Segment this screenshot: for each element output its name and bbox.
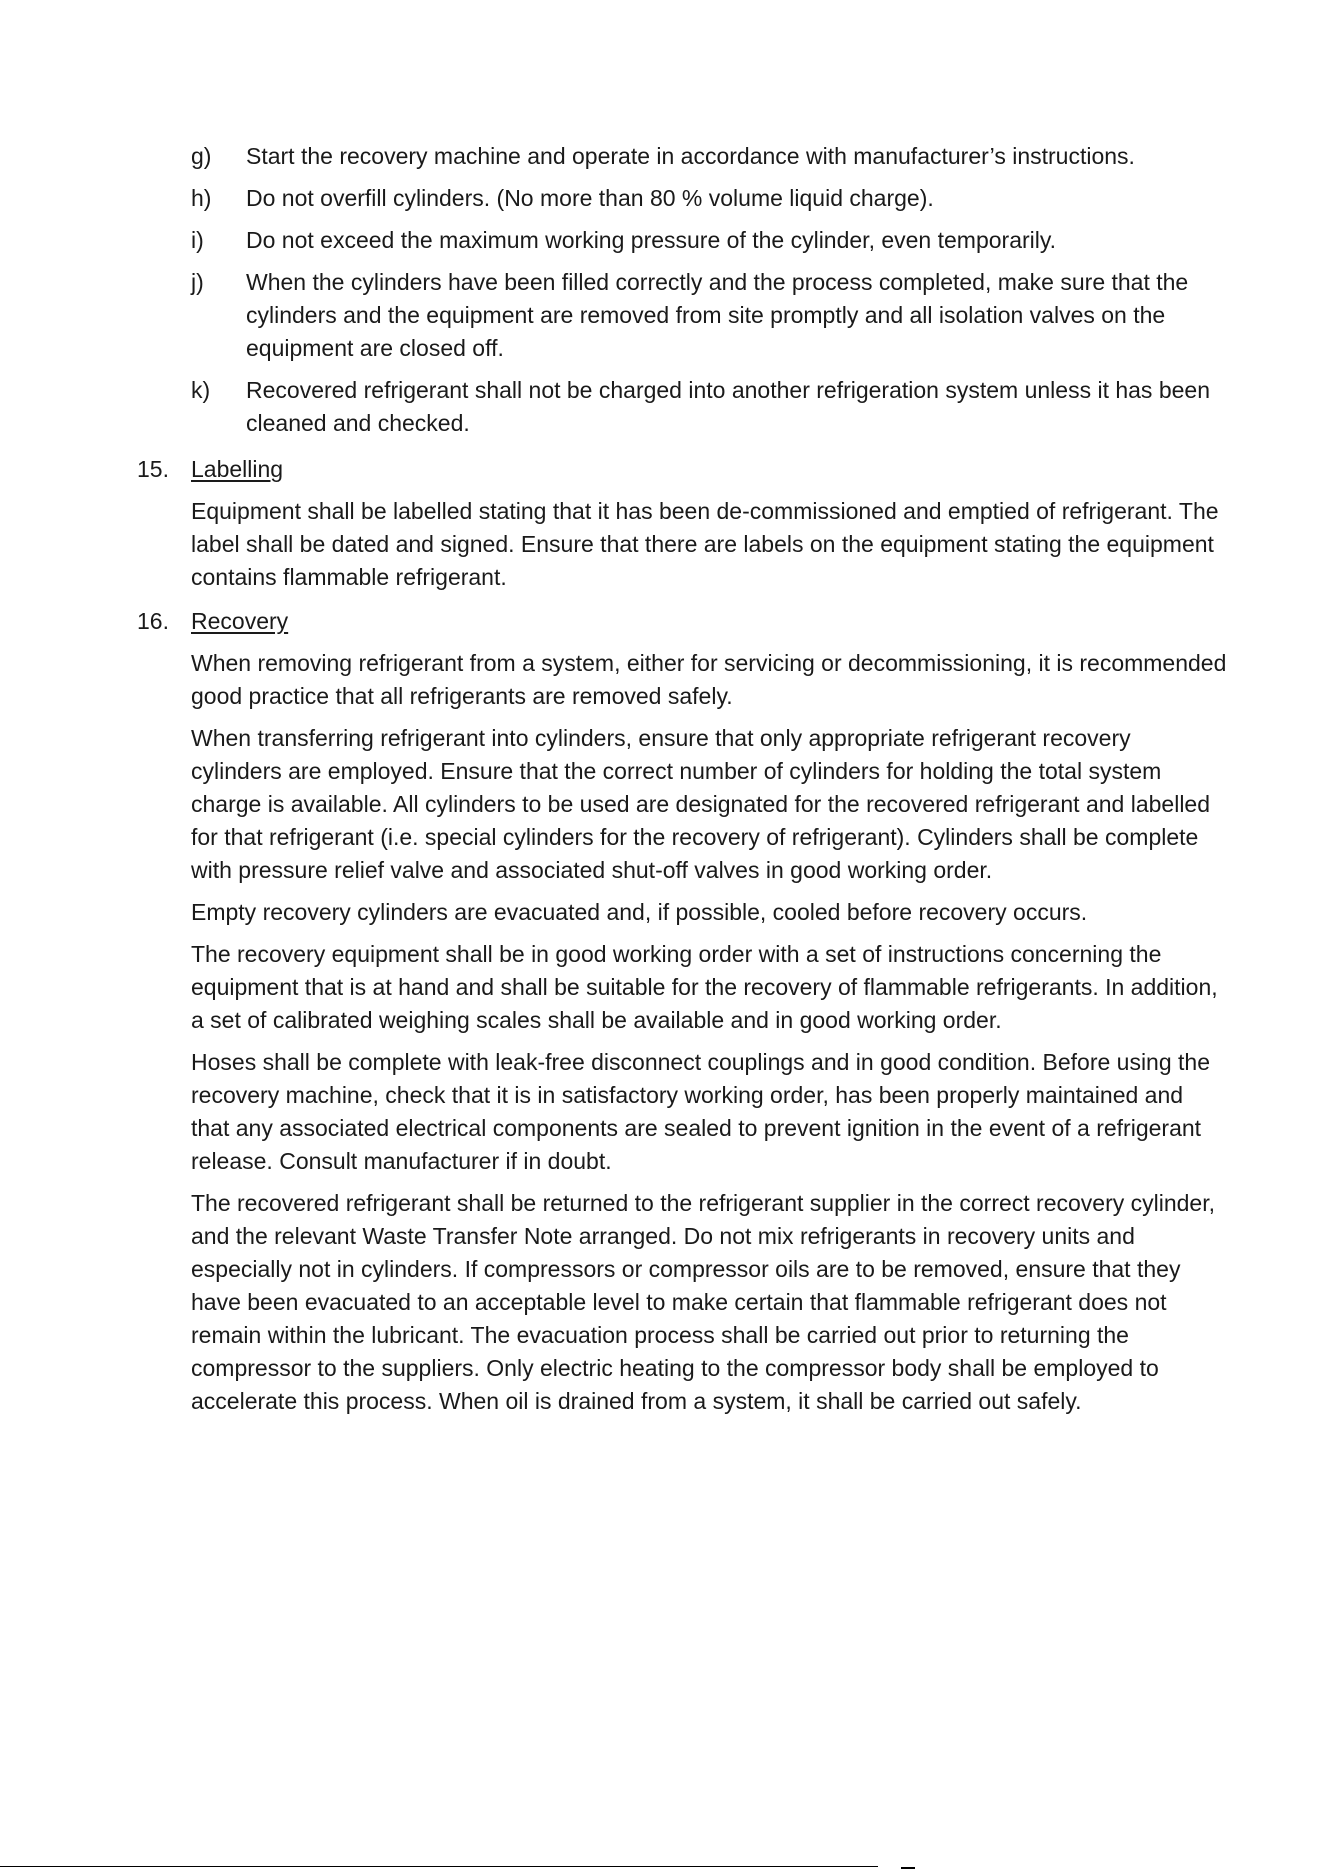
paragraph: When removing refrigerant from a system, either for servicing or decommissioning, it is recommended good practice that all refrigerants are removed safely. [191, 650, 1227, 709]
section-heading [137, 605, 1227, 638]
section-title: Labelling [191, 456, 284, 482]
list-item-label: k) [191, 377, 211, 403]
footer-divider [0, 1866, 878, 1867]
list-item-label: g) [191, 143, 212, 169]
list-item-text: When the cylinders have been filled correctly and the process completed, make sure that the cylinders and the equipment are removed from site promptly and all isolation valves on the equipment are closed off. [246, 269, 1189, 361]
paragraph: Equipment shall be labelled stating that it has been de-commissioned and emptied of refrigerant. The label shall be dated and signed. Ensure that there are labels on the equipment stating the equipment contains flammable refrigerant. [191, 498, 1219, 590]
section-heading [137, 453, 1227, 486]
section-recovery [137, 605, 1227, 1427]
paragraph: The recovery equipment shall be in good working order with a set of instructions concerning the equipment that is at hand and shall be suitable for the recovery of flammable refrigerants. In addition, a set of calibrated weighing scales shall be available and in good working order. [191, 941, 1218, 1033]
list-item-j [191, 266, 1211, 365]
list-item-label: h) [191, 185, 212, 211]
list-item-k [191, 374, 1211, 440]
list-item-label: i) [191, 227, 204, 253]
section-number: 15. [137, 456, 169, 482]
paragraph: The recovered refrigerant shall be returned to the refrigerant supplier in the correct recovery cylinder, and the relevant Waste Transfer Note arranged. Do not mix refrigerants in recovery units and especially not in cylinders. If compressors or compressor oils are to be removed, ensure that they have been evacuated to an acceptable level to make certain that flammable refrigerant does not remain within the lubricant. The evacuation process shall be carried out prior to returning the compressor to the suppliers. Only electric heating to the compressor body shall be employed to accelerate this process. When oil is drained from a system, it shall be carried out safely. [191, 1190, 1216, 1414]
paragraph: When transferring refrigerant into cylinders, ensure that only appropriate refrigerant recovery cylinders are employed. Ensure that the correct number of cylinders for holding the total system charge is available. All cylinders to be used are designated for the recovered refrigerant and labelled for that refrigerant (i.e. special cylinders for the recovery of refrigerant). Cylinders shall be complete with pressure relief valve and associated shut-off valves in good working order. [191, 725, 1211, 883]
list-item-text: Do not exceed the maximum working pressure of the cylinder, even temporarily. [246, 227, 1057, 253]
section-body [191, 647, 1227, 1418]
list-item-text: Do not overfill cylinders. (No more than 80 % volume liquid charge). [246, 185, 934, 211]
list-item-text: Recovered refrigerant shall not be charged into another refrigeration system unless it has been cleaned and checked. [246, 377, 1210, 436]
section-body [191, 495, 1227, 594]
footer-mark [901, 1867, 915, 1869]
list-item-h [191, 182, 1211, 215]
section-labelling [137, 453, 1227, 603]
paragraph: Hoses shall be complete with leak-free disconnect couplings and in good condition. Before using the recovery machine, check that it is in satisfactory working order, has been properly maintained and that any associated electrical components are sealed to prevent ignition in the event of a refrigerant release. Consult manufacturer if in doubt. [191, 1049, 1211, 1174]
section-number: 16. [137, 608, 169, 634]
list-item-g [191, 140, 1211, 173]
paragraph: Empty recovery cylinders are evacuated and, if possible, cooled before recovery occurs. [191, 899, 1088, 925]
procedure-sublist [191, 140, 1211, 449]
list-item-label: j) [191, 269, 204, 295]
list-item-text: Start the recovery machine and operate in accordance with manufacturer’s instructions. [246, 143, 1135, 169]
section-title: Recovery [191, 608, 289, 634]
list-item-i [191, 224, 1211, 257]
